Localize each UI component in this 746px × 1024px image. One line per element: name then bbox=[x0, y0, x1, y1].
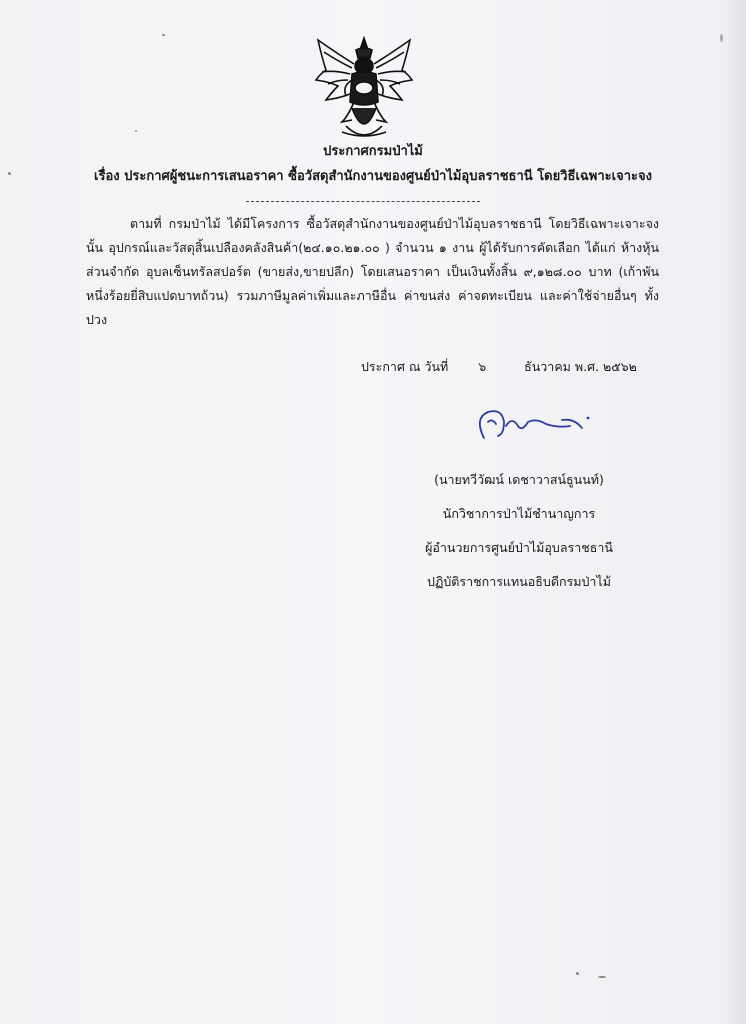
scan-speck bbox=[162, 34, 165, 36]
announcement-prefix: ประกาศ ณ วันที่ bbox=[361, 359, 449, 374]
scan-speck bbox=[135, 130, 137, 132]
signature-block bbox=[404, 463, 634, 599]
scan-speck bbox=[576, 972, 579, 975]
scan-speck bbox=[8, 172, 11, 175]
signatory-position: นักวิชาการป่าไม้ชำนาญการ bbox=[442, 506, 596, 521]
announcement-day: ๖ bbox=[478, 359, 487, 374]
divider bbox=[246, 201, 480, 202]
announcement-date bbox=[361, 357, 637, 377]
signatory-office: ผู้อำนวยการศูนย์ป่าไม้อุบลราชธานี bbox=[425, 540, 613, 555]
body-paragraph bbox=[86, 212, 659, 332]
scan-edge bbox=[728, 0, 746, 1024]
handwritten-signature bbox=[470, 398, 600, 446]
body-paragraph-text: ตามที่ กรมป่าไม้ ได้มีโครงการ ซื้อวัสดุสำนักงานของศูนย์ป่าไม้อุบลราชธานี โดยวิธีเฉพาะเจาะจง นั้น อุปกรณ์และวัสดุสิ้นเปลืองคลังสินค้า(๒๔.๑๐.๒๑.๐๐ ) จำนวน ๑ งาน ผู้ได้รับการคัดเลือก ได้แก่ ห้างหุ้นส่วนจำกัด อุบลเซ็นทรัลสปอร์ต (ขายส่ง,ขายปลีก) โดยเสนอราคา เป็นเงินทั้งสิ้น ๙,๑๒๘.๐๐ บาท (เก้าพันหนึ่งร้อยยี่สิบแปดบาทถ้วน) รวมภาษีมูลค่าเพิ่มและภาษีอื่น ค่าขนส่ง ค่าจดทะเบียน และค่าใช้จ่ายอื่นๆ ทั้งปวง bbox=[86, 216, 659, 327]
scan-speck bbox=[720, 34, 723, 42]
signatory-name: (นายทวีวัฒน์ เดชาวาสน์ธูนนท์) bbox=[434, 472, 604, 487]
agency-title: ประกาศกรมป่าไม้ bbox=[323, 144, 423, 159]
subject-title: เรื่อง ประกาศผู้ชนะการเสนอราคา ซื้อวัสดุสำนักงานของศูนย์ป่าไม้อุบลราชธานี โดยวิธีเฉพาะเจาะจง bbox=[94, 169, 652, 184]
scan-speck bbox=[598, 976, 606, 978]
garuda-emblem-icon bbox=[312, 36, 416, 144]
announcement-month-year: ธันวาคม พ.ศ. ๒๕๖๒ bbox=[524, 359, 637, 374]
signatory-acting: ปฏิบัติราชการแทนอธิบดีกรมป่าไม้ bbox=[427, 574, 611, 589]
